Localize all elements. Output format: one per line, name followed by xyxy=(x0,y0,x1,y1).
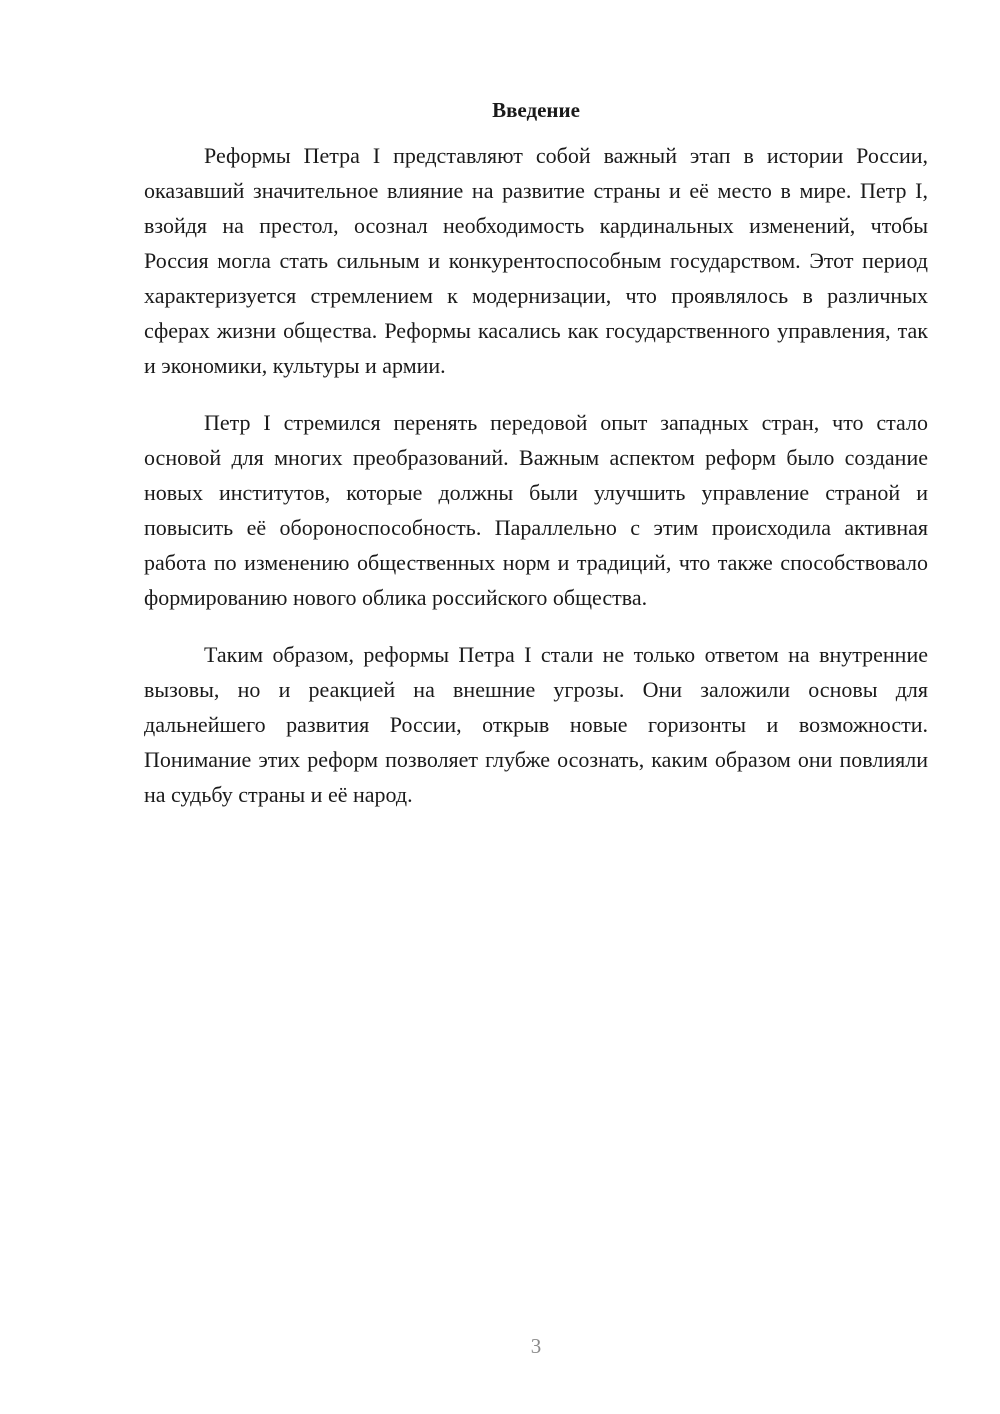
page-content xyxy=(144,96,928,834)
paragraph-2: Петр I стремился перенять передовой опыт западных стран, что стало основой для многих преобразований. Важным аспектом реформ было создание новых институтов, которые должны были улучшить управление страной и повысить её обороноспособность. Параллельно с этим происходила активная работа по изменению общественных норм и традиций, что также способствовало формированию нового облика российского общества. xyxy=(144,410,928,610)
paragraph-1: Реформы Петра I представляют собой важный этап в истории России, оказавший значительное влияние на развитие страны и её место в мире. Петр I, взойдя на престол, осознал необходимость кардинальных изменений, чтобы Россия могла стать сильным и конкурентоспособным государством. Этот период характеризуется стремлением к модернизации, что проявлялось в различных сферах жизни общества. Реформы касались как государственного управления, так и экономики, культуры и армии. xyxy=(144,143,928,378)
paragraph-3: Таким образом, реформы Петра I стали не только ответом на внутренние вызовы, но и реакцией на внешние угрозы. Они заложили основы для дальнейшего развития России, открыв новые горизонты и возможности. Понимание этих реформ позволяет глубже осознать, каким образом они повлияли на судьбу страны и её народ. xyxy=(144,642,928,807)
section-heading: Введение xyxy=(492,98,580,122)
page-number: 3 xyxy=(530,1334,542,1358)
